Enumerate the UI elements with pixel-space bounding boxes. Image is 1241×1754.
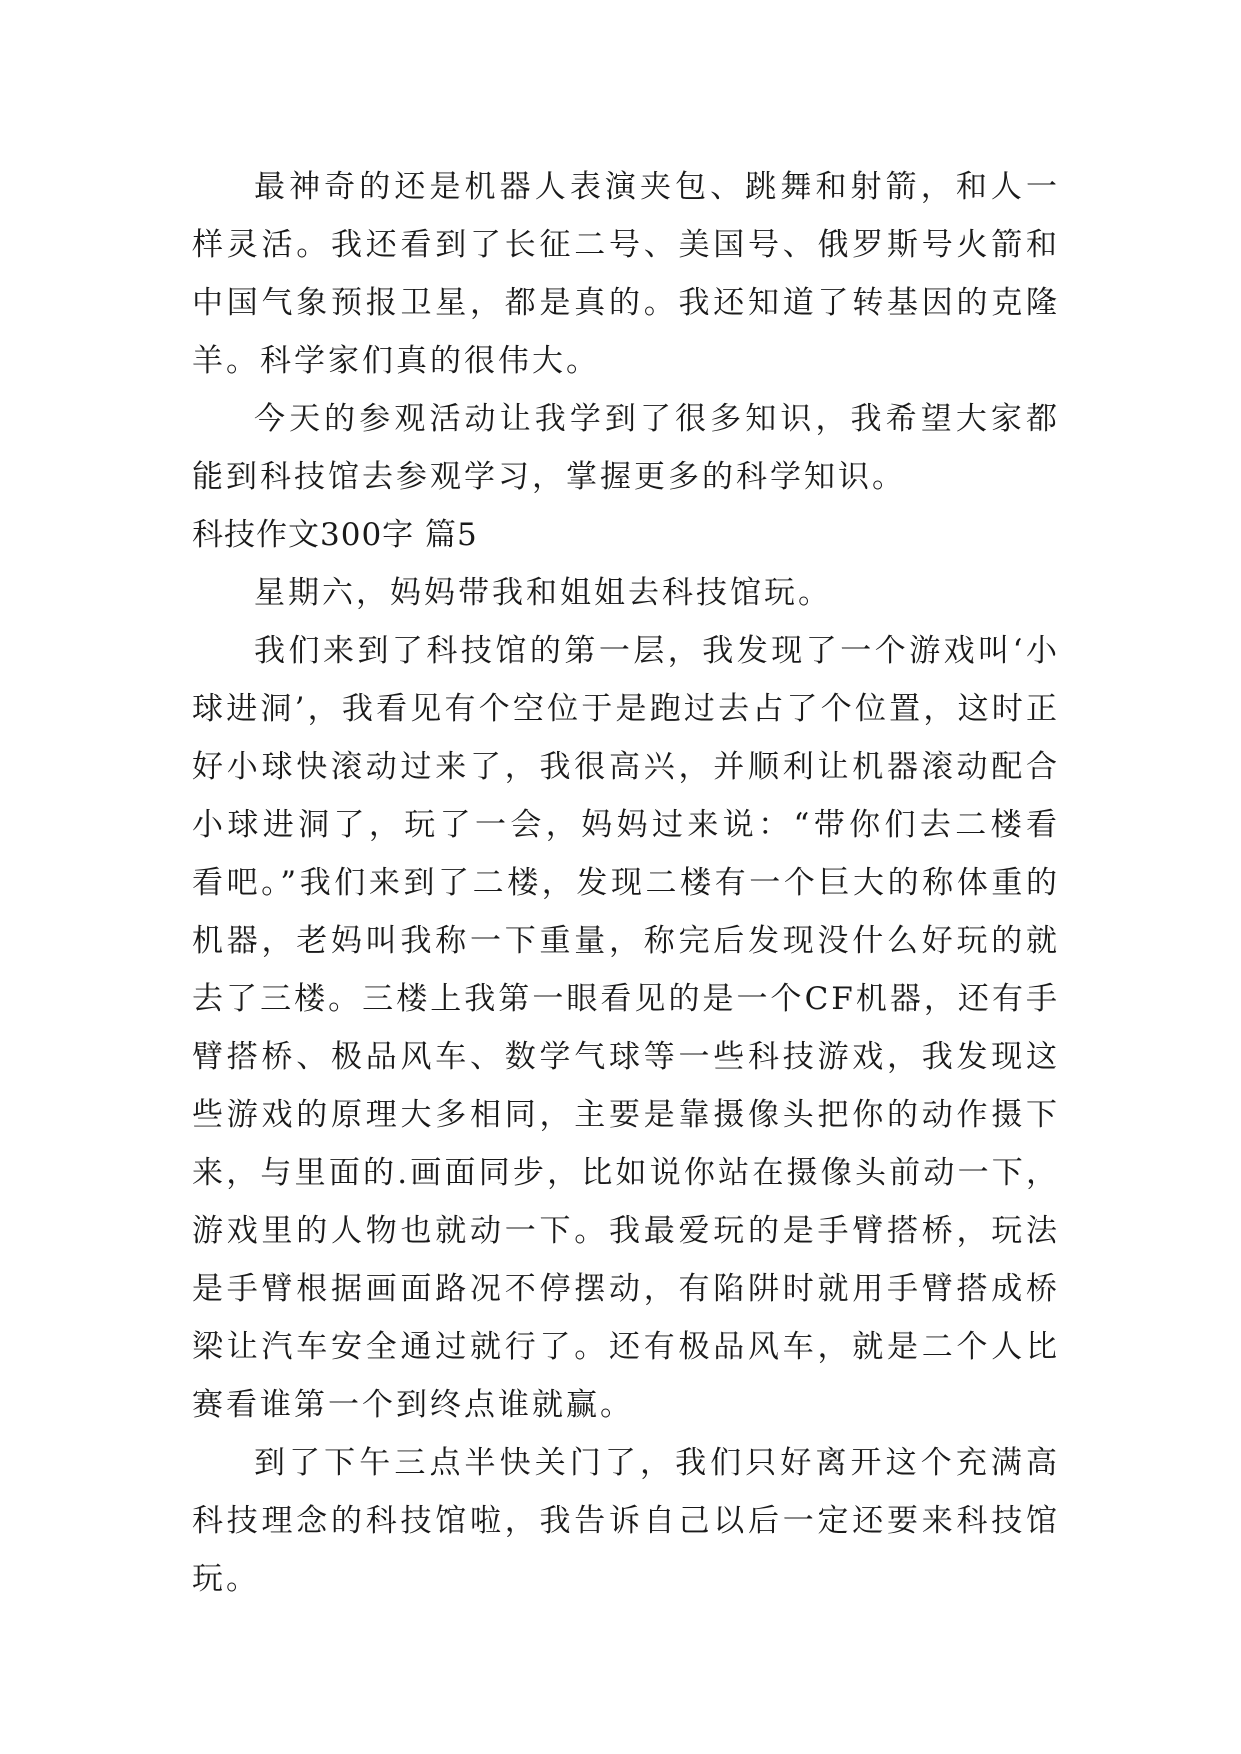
paragraph: 到了下午三点半快关门了，我们只好离开这个充满高科技理念的科技馆啦，我告诉自己以后一定还要来科技馆玩。 [192,1445,1060,1597]
paragraph: 今天的参观活动让我学到了很多知识，我希望大家都能到科技馆去参观学习，掌握更多的科学知识。 [192,401,1060,495]
paragraph: 最神奇的还是机器人表演夹包、跳舞和射箭，和人一样灵活。我还看到了长征二号、美国号、俄罗斯号火箭和中国气象预报卫星，都是真的。我还知道了转基因的克隆羊。科学家们真的很伟大。 [192,169,1060,379]
paragraph: 星期六，妈妈带我和姐姐去科技馆玩。 [254,575,832,611]
paragraph: 我们来到了科技馆的第一层，我发现了一个游戏叫‘小球进洞’，我看见有个空位于是跑过去占了个位置，这时正好小球快滚动过来了，我很高兴，并顺利让机器滚动配合小球进洞了，玩了一会，妈妈过来说：“带你们去二楼看看吧。”我们来到了二楼，发现二楼有一个巨大的称体重的机器，老妈叫我称一下重量，称完后发现没什么好玩的就去了三楼。三楼上我第一眼看见的是一个CF机器，还有手臂搭桥、极品风车、数学气球等一些科技游戏，我发现这些游戏的原理大多相同，主要是靠摄像头把你的动作摄下来，与里面的.画面同步，比如说你站在摄像头前动一下，游戏里的人物也就动一下。我最爱玩的是手臂搭桥，玩法是手臂根据画面路况不停摆动，有陷阱时就用手臂搭成桥梁让汽车安全通过就行了。还有极品风车，就是二个人比赛看谁第一个到终点谁就赢。 [192,633,1060,1423]
section-heading: 科技作文300字 篇5 [192,517,478,553]
document-body [192,158,1060,1608]
